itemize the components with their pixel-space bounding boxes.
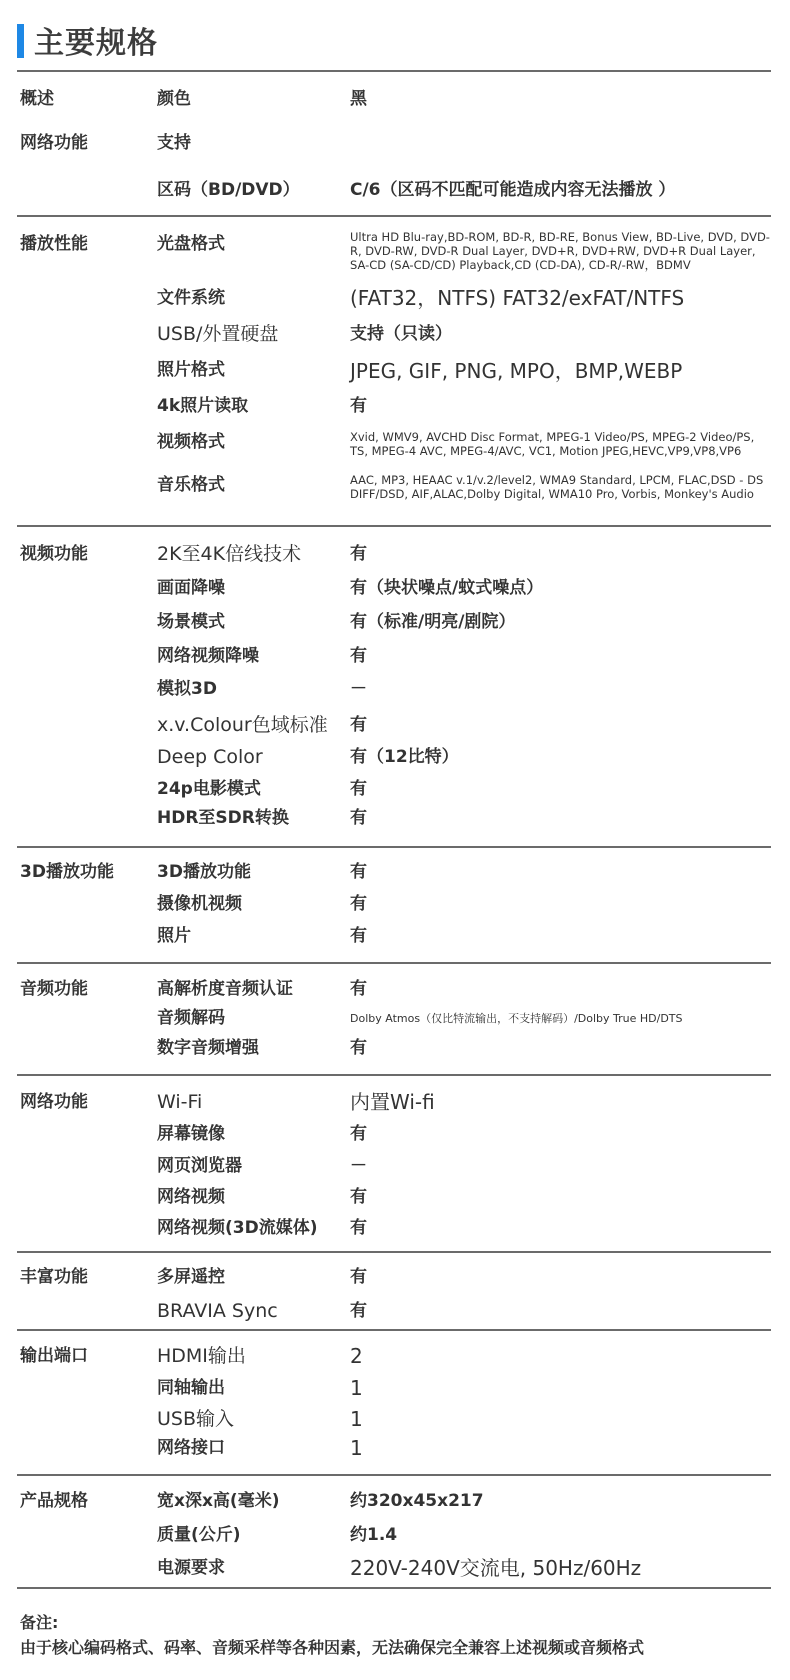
spec-value: Xvid, WMV9, AVCHD Disc Format, MPEG-1 Video/PS, MPEG-2 Video/PS, TS, MPEG-4 AVC, MPEG-4/AVC, VC1, Motion JPEG,HEVC,VP9,VP8,VP6 <box>350 430 755 459</box>
divider <box>17 215 771 217</box>
spec-value: 有 <box>350 808 367 828</box>
spec-value: 有 <box>350 1218 367 1238</box>
spec-label: 质量(公斤) <box>157 1525 241 1545</box>
title-accent-bar <box>17 24 24 58</box>
spec-value: 内置Wi-fi <box>350 1090 435 1114</box>
spec-label: 4k照片读取 <box>157 396 249 416</box>
spec-value: － <box>350 679 367 699</box>
spec-value: 有 <box>350 646 367 666</box>
divider <box>17 1587 771 1589</box>
spec-value: 有 <box>350 779 367 799</box>
spec-value: － <box>350 1156 367 1176</box>
spec-value: 有 <box>350 396 367 416</box>
spec-label: 视频格式 <box>157 432 225 452</box>
spec-label: 网络视频 <box>157 1187 225 1207</box>
section-name: 概述 <box>20 89 54 109</box>
spec-label: 同轴输出 <box>157 1378 225 1398</box>
spec-value: Dolby Atmos（仅比特流输出，不支持解码）/Dolby True HD/DTS <box>350 1012 683 1025</box>
divider <box>17 1329 771 1331</box>
spec-value: 有 <box>350 1038 367 1058</box>
spec-label: BRAVIA Sync <box>157 1300 278 1322</box>
spec-value: Ultra HD Blu-ray,BD-ROM, BD-R, BD-RE, Bonus View, BD-Live, DVD, DVD-R, DVD-RW, DVD-R Dual Layer, DVD+R, DVD+RW, DVD+R Dual Layer, SA-CD (SA-CD/CD) Playback,CD (CD-DA), CD-R/-RW，BDMV <box>350 230 770 273</box>
divider <box>17 70 771 72</box>
spec-value: 黑 <box>350 89 367 109</box>
note-label: 备注: <box>20 1613 59 1632</box>
spec-label: 区码（BD/DVD） <box>157 180 300 200</box>
spec-value: 220V-240V交流电, 50Hz/60Hz <box>350 1556 642 1580</box>
spec-label: 多屏遥控 <box>157 1267 225 1287</box>
page-title: 主要规格 <box>34 26 158 61</box>
spec-label: x.v.Colour色域标准 <box>157 714 328 736</box>
spec-value: AAC, MP3, HEAAC v.1/v.2/level2, WMA9 Standard, LPCM, FLAC,DSD - DS DIFF/DSD, AIF,ALAC,Dolby Digital, WMA10 Pro, Vorbis, Monkey's Audio <box>350 473 764 502</box>
spec-value: 有（标准/明亮/剧院） <box>350 612 516 632</box>
spec-value: 约1.4 <box>350 1525 398 1545</box>
spec-label: 网络接口 <box>157 1438 225 1458</box>
spec-value: 有 <box>350 715 367 735</box>
spec-value: 有 <box>350 862 367 882</box>
spec-label: 文件系统 <box>157 288 225 308</box>
spec-value: 约320x45x217 <box>350 1491 484 1511</box>
spec-value: 有 <box>350 1301 367 1321</box>
spec-label: Wi-Fi <box>157 1091 203 1113</box>
section-name: 音频功能 <box>20 979 88 999</box>
section-name: 丰富功能 <box>20 1267 88 1287</box>
spec-label: USB输入 <box>157 1408 235 1430</box>
spec-label: 数字音频增强 <box>157 1038 259 1058</box>
spec-label: 24p电影模式 <box>157 779 261 799</box>
spec-value: (FAT32，NTFS) FAT32/exFAT/NTFS <box>350 286 685 310</box>
spec-label: USB/外置硬盘 <box>157 323 279 345</box>
section-name: 视频功能 <box>20 544 88 564</box>
spec-label: 支持 <box>157 133 191 153</box>
spec-label: 照片格式 <box>157 360 225 380</box>
note-text: 由于核心编码格式、码率、音频采样等各种因素，无法确保完全兼容上述视频或音频格式 <box>20 1638 645 1657</box>
spec-label: 2K至4K倍线技术 <box>157 543 302 565</box>
spec-label: 网页浏览器 <box>157 1156 242 1176</box>
spec-label: 音乐格式 <box>157 475 225 495</box>
spec-value: JPEG, GIF, PNG, MPO，BMP,WEBP <box>350 359 683 383</box>
divider <box>17 962 771 964</box>
spec-label: 摄像机视频 <box>157 894 242 914</box>
spec-value: 有 <box>350 544 367 564</box>
divider <box>17 1474 771 1476</box>
section-name: 播放性能 <box>20 234 88 254</box>
section-name: 3D播放功能 <box>20 862 114 882</box>
section-name: 网络功能 <box>20 133 88 153</box>
spec-value: 有（块状噪点/蚊式噪点） <box>350 578 544 598</box>
spec-value: 有 <box>350 1124 367 1144</box>
spec-value: 1 <box>350 1436 363 1460</box>
divider <box>17 846 771 848</box>
divider <box>17 1251 771 1253</box>
spec-label: 颜色 <box>157 89 191 109</box>
spec-label: 网络视频降噪 <box>157 646 259 666</box>
spec-value: 有 <box>350 1267 367 1287</box>
spec-value: 有（12比特） <box>350 747 459 767</box>
spec-label: 照片 <box>157 926 191 946</box>
spec-value: 有 <box>350 979 367 999</box>
spec-label: HDMI输出 <box>157 1345 246 1367</box>
spec-value: 有 <box>350 926 367 946</box>
spec-label: Deep Color <box>157 746 263 768</box>
spec-label: 高解析度音频认证 <box>157 979 293 999</box>
spec-label: HDR至SDR转换 <box>157 808 289 828</box>
spec-value: 有 <box>350 894 367 914</box>
section-name: 产品规格 <box>20 1491 88 1511</box>
spec-value: 1 <box>350 1376 363 1400</box>
spec-label: 3D播放功能 <box>157 862 251 882</box>
spec-value: 1 <box>350 1407 363 1431</box>
spec-label: 音频解码 <box>157 1008 225 1028</box>
section-name: 网络功能 <box>20 1092 88 1112</box>
spec-label: 模拟3D <box>157 679 217 699</box>
spec-label: 电源要求 <box>157 1558 225 1578</box>
spec-label: 宽x深x高(毫米) <box>157 1491 280 1511</box>
spec-value: C/6（区码不匹配可能造成内容无法播放 ） <box>350 180 676 200</box>
spec-label: 场景模式 <box>157 612 225 632</box>
divider <box>17 1074 771 1076</box>
spec-label: 光盘格式 <box>157 234 225 254</box>
spec-label: 屏幕镜像 <box>157 1124 225 1144</box>
spec-label: 网络视频(3D流媒体) <box>157 1218 318 1238</box>
spec-label: 画面降噪 <box>157 578 225 598</box>
spec-value: 有 <box>350 1187 367 1207</box>
divider <box>17 525 771 527</box>
spec-value: 支持（只读） <box>350 324 452 344</box>
spec-value: 2 <box>350 1344 363 1368</box>
section-name: 输出端口 <box>20 1346 88 1366</box>
